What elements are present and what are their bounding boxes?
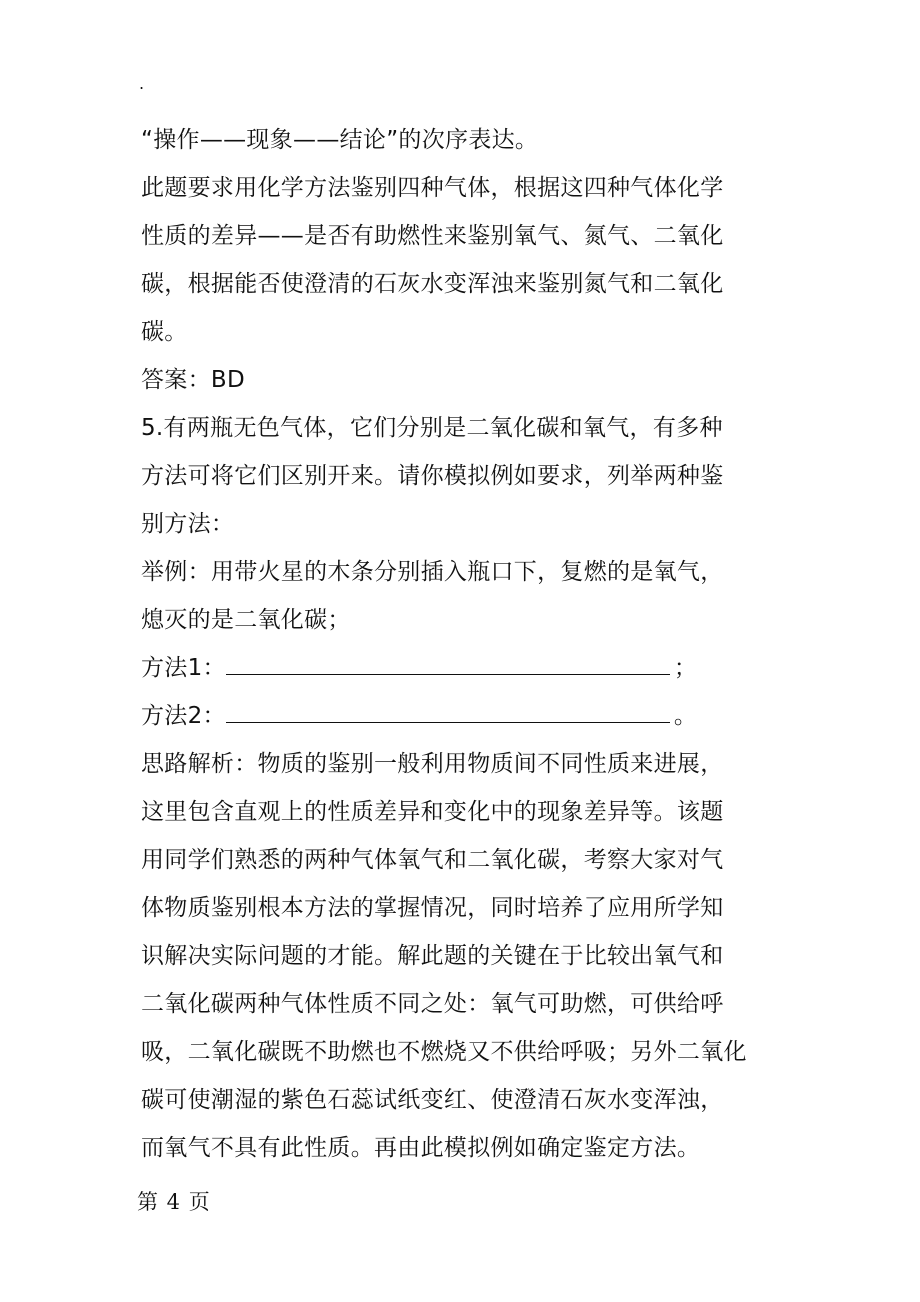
text-line: 碳，根据能否使澄清的石灰水变浑浊来鉴别氮气和二氧化 [141,271,724,297]
analysis-line: 吸，二氧化碳既不助燃也不燃烧又不供给呼吸；另外二氧化 [141,1039,747,1065]
method-1-label: 方法1： [141,655,226,681]
method-1-blank[interactable] [226,650,670,675]
analysis-line: 二氧化碳两种气体性质不同之处：氧气可助燃，可供给呼 [141,991,724,1017]
question-line: 别方法： [141,511,235,537]
analysis-line: 用同学们熟悉的两种气体氧气和二氧化碳，考察大家对气 [141,847,724,873]
answer-line: 答案：BD [141,367,245,393]
example-line: 熄灭的是二氧化碳； [141,607,351,633]
header-dot: . [139,74,145,93]
analysis-line: 识解决实际问题的才能。解此题的关键在于比较出氧气和 [141,943,724,969]
analysis-line: 体物质鉴别根本方法的掌握情况，同时培养了应用所学知 [141,895,724,921]
analysis-line: 碳可使潮湿的紫色石蕊试纸变红、使澄清石灰水变浑浊， [141,1087,724,1113]
text-line: 碳。 [141,319,188,345]
text-line: “操作——现象——结论”的次序表达。 [141,127,539,153]
example-line: 举例：用带火星的木条分别插入瓶口下，复燃的是氧气， [141,559,724,585]
page-number: 第 4 页 [137,1190,211,1214]
analysis-line: 这里包含直观上的性质差异和变化中的现象差异等。该题 [141,799,724,825]
method-2-end: 。 [673,703,698,729]
question-line: 5.有两瓶无色气体，它们分别是二氧化碳和氧气，有多种 [141,415,723,441]
analysis-line: 思路解析：物质的鉴别一般利用物质间不同性质来进展， [141,751,724,777]
question-line: 方法可将它们区别开来。请你模拟例如要求，列举两种鉴 [141,463,724,489]
method-1-end: ； [673,655,698,681]
document-body [141,116,801,1172]
method-1-line [141,644,801,692]
method-2-line [141,692,801,740]
method-2-blank[interactable] [226,698,670,723]
text-line: 性质的差异——是否有助燃性来鉴别氧气、氮气、二氧化 [141,223,724,249]
analysis-line: 而氧气不具有此性质。再由此模拟例如确定鉴定方法。 [141,1135,701,1161]
text-line: 此题要求用化学方法鉴别四种气体，根据这四种气体化学 [141,175,724,201]
method-2-label: 方法2： [141,703,226,729]
